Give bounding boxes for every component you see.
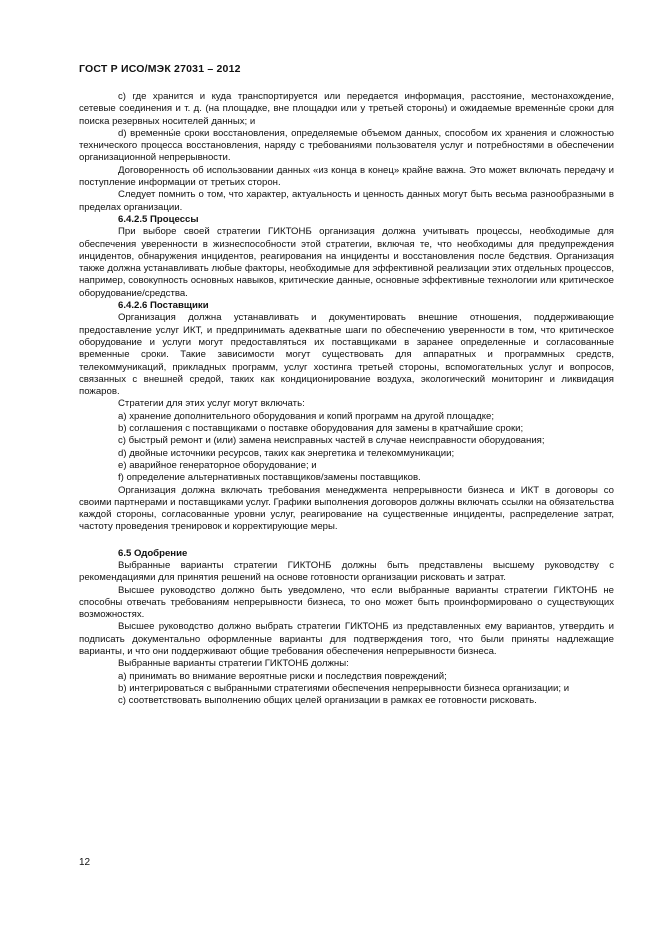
- paragraph: Договоренность об использовании данных «из конца в конец» крайне важна. Это может включать передачу и поступление информации от третьих сторон.: [79, 164, 614, 189]
- paragraph: d) временны́е сроки восстановления, определяемые объемом данных, способом их хранения и сложностью технического процесса восстановления, наряду с требованиями пользователя услуг и потребностями в обеспечении организационной непрерывности.: [79, 127, 614, 164]
- page-number: 12: [79, 857, 91, 868]
- page-body: [79, 91, 614, 708]
- list-item: f) определение альтернативных поставщиков/замены поставщиков.: [118, 472, 421, 484]
- paragraph: Высшее руководство должно быть уведомлено, что если выбранные варианты стратегии ГИКТОНБ не способны отвечать требованиям непрерывности бизнеса, то оно может быть проинформировано о существующих возможностях.: [79, 584, 614, 621]
- list-item: a) хранение дополнительного оборудования и копий программ на другой площадке;: [118, 410, 495, 422]
- list-item: b) интегрироваться с выбранными стратегиями обеспечения непрерывности бизнеса организации; и: [118, 682, 570, 694]
- paragraph: Организация должна устанавливать и документировать внешние отношения, поддерживающие предоставление услуг ИКТ, и предпринимать адекватные шаги по обеспечению уверенности в том, что критическое оборудование и услуги могут предоставляться их поставщиками в заранее определенные и согласованные временные сроки. Такие зависимости могут существовать для аппаратных и программных средств, телекоммуникаций, прикладных программ, услуг хостинга третьей стороны, вспомогательных услуг и вопросов, связанных с внешней средой, таких как кондиционирование воздуха, экологический мониторинг и ликвидация пожаров.: [79, 312, 614, 398]
- list-intro: Выбранные варианты стратегии ГИКТОНБ должны:: [118, 658, 349, 670]
- list-item: b) соглашения с поставщиками о поставке оборудования для замены в кратчайшие сроки;: [118, 423, 524, 435]
- paragraph: c) где хранится и куда транспортируется или передается информация, расстояние, местонахождение, сетевые соединения и т. д. (на площадке, вне площадки или у третьей стороны) и ожидаемые временны́е сроки для поиска резервных носителей данных; и: [79, 91, 614, 127]
- document-header: ГОСТ Р ИСО/МЭК 27031 – 2012: [79, 63, 241, 75]
- list-item: d) двойные источники ресурсов, таких как энергетика и телекоммуникации;: [118, 447, 455, 459]
- paragraph: Организация должна включать требования менеджмента непрерывности бизнеса и ИКТ в договоры со своими партнерами и поставщиками услуг. Графики выполнения договоров должны включать ссылки на обязательства каждой стороны, согласованные уровни услуг, реагирование на существенные инциденты, распределение затрат, частоту проведения тренировок и корректирующие меры.: [79, 484, 614, 533]
- list-item: e) аварийное генераторное оборудование; и: [118, 459, 317, 471]
- section-gap: [79, 534, 614, 548]
- list-intro: Стратегии для этих услуг могут включать:: [118, 398, 305, 410]
- list-item: c) соответствовать выполнению общих целей организации в рамках ее готовности рисковать.: [118, 695, 537, 707]
- section-heading-suppliers: 6.4.2.6 Поставщики: [118, 300, 209, 312]
- section-heading-approval: 6.5 Одобрение: [118, 547, 188, 559]
- paragraph: Выбранные варианты стратегии ГИКТОНБ должны быть представлены высшему руководству с рекомендациями для принятия решений на основе готовности организации рисковать и затрат.: [79, 559, 614, 584]
- list-item: c) быстрый ремонт и (или) замена неисправных частей в случае неисправности оборудования;: [118, 435, 545, 447]
- section-heading-processes: 6.4.2.5 Процессы: [118, 213, 199, 225]
- paragraph: При выборе своей стратегии ГИКТОНБ организация должна учитывать процессы, необходимые для обеспечения уверенности в жизнеспособности этой стратегии, включая те, что необходимы для предупреждения инцидентов, обнаружения инцидентов, реагирования на инциденты и восстановления после бедствия. Организация также должна устанавливать любые факторы, необходимые для эффективной реализации этих отдельных процессов, например, совокупность основных навыков, критические данные, основные эффективные технологии или критическое оборудование/средства.: [79, 226, 614, 299]
- paragraph: Высшее руководство должно выбрать стратегии ГИКТОНБ из представленных ему вариантов, утвердить и подписать документально оформленные варианты для подтверждения того, что были приняты надлежащие варианты, и что они поддерживают общие требования обеспечения непрерывности бизнеса.: [79, 621, 614, 658]
- list-item: a) принимать во внимание вероятные риски и последствия повреждений;: [118, 670, 447, 682]
- paragraph: Следует помнить о том, что характер, актуальность и ценность данных могут быть весьма разнообразными в пределах организации.: [79, 189, 614, 213]
